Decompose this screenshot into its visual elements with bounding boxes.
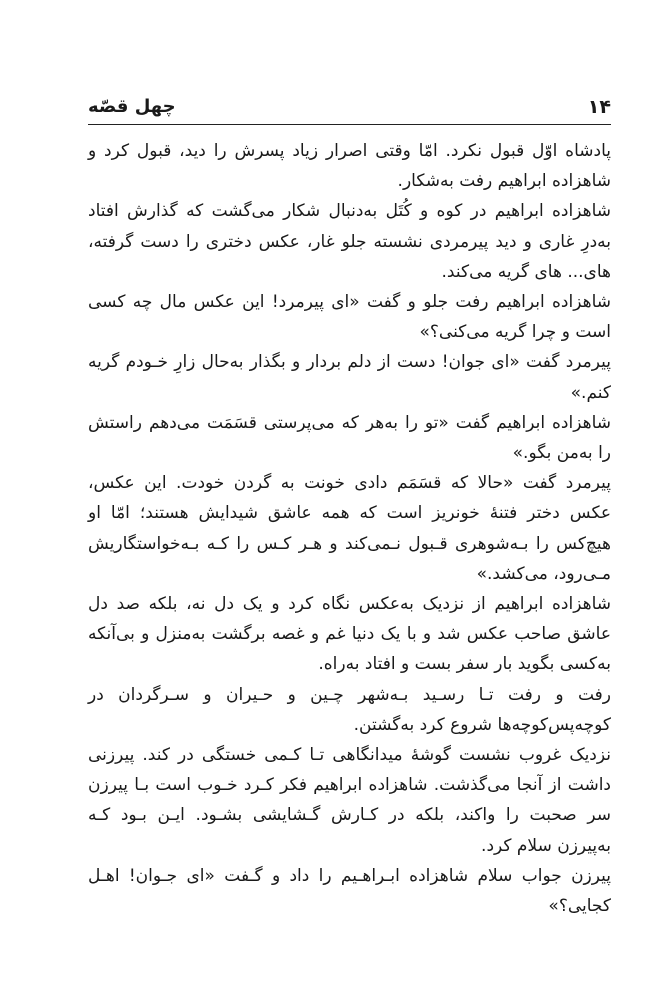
paragraph: شاهزاده ابراهیم از نزدیک به‌عکس نگاه کرد و یک دل نه، بلکه صد دل عاشق صاحب عکس شد و با یک دنیا غم و غصه برگشت به‌منزل و بی‌آنکه به‌کسی بگوید بار سفر بست و افتاد به‌راه.: [88, 594, 611, 675]
paragraph: نزدیک غروب نشست گوشهٔ میدانگاهی تـا کـمی خستگی در کند. پیرزنی داشت از آنجا می‌گذشت. شاهزاده ابراهیم فکر کـرد خـوب است بـا پیرزن سر صحبت را واکند، بلکه در کـارش گـشایشی بشـود. ایـن بـود کـه به‌پیرزن سلام کرد.: [88, 745, 611, 856]
paragraph: شاهزاده ابراهیم در کوه و کُتَل به‌دنبال شکار می‌گشت که گذارش افتاد به‌درِ غاری و دید پیرمردی نشسته جلو غار، عکس دختری را دست گرفته، های... های گریه می‌کند.: [88, 201, 611, 282]
body-text: [88, 136, 611, 921]
paragraph: پادشاه اوّل قبول نکرد. امّا وقتی اصرار زیاد پسرش را دید، قبول کرد و شاهزاده ابراهیم رفت به‌شکار.: [88, 141, 611, 192]
paragraph: رفت و رفت تـا رسـید بـه‌شهر چـین و حـیران و سـرگردان در کوچه‌پس‌کوچه‌ها شروع کرد به‌گشتن.: [88, 684, 611, 735]
paragraph: پیرمرد گفت «حالا که قسَمَم دادی خونت به گردن خودت. این عکس، عکس دختر فتنهٔ خونریز است که همه عاشق شیدایش هستند؛ امّا او هیچ‌کس را بـه‌شوهری قـبول نـمی‌کند و هـر کـس را کـه بـه‌خواستگاریش مـی‌رود، می‌کشد.»: [88, 473, 611, 584]
running-title: چهل قصّه: [88, 96, 176, 117]
paragraph: پیرزن جواب سلام شاهزاده ابـراهـیم را داد و گـفت «ای جـوان! اهـل کجایی؟»: [88, 865, 611, 917]
page-number: ۱۴: [587, 96, 611, 118]
paragraph: شاهزاده ابراهیم رفت جلو و گفت «ای پیرمرد! این عکس مال چه کسی است و چرا گریه می‌کنی؟»: [88, 292, 611, 343]
paragraph: شاهزاده ابراهیم گفت «تو را به‌هر که می‌پرستی قسَمَت می‌دهم راستش را به‌من بگو.»: [88, 412, 611, 464]
page-header: [88, 94, 611, 124]
header-rule: [88, 124, 611, 125]
paragraph: پیرمرد گفت «ای جوان! دست از دلم بردار و بگذار به‌حال زارِ خـودم گریه کنم.»: [88, 352, 611, 403]
